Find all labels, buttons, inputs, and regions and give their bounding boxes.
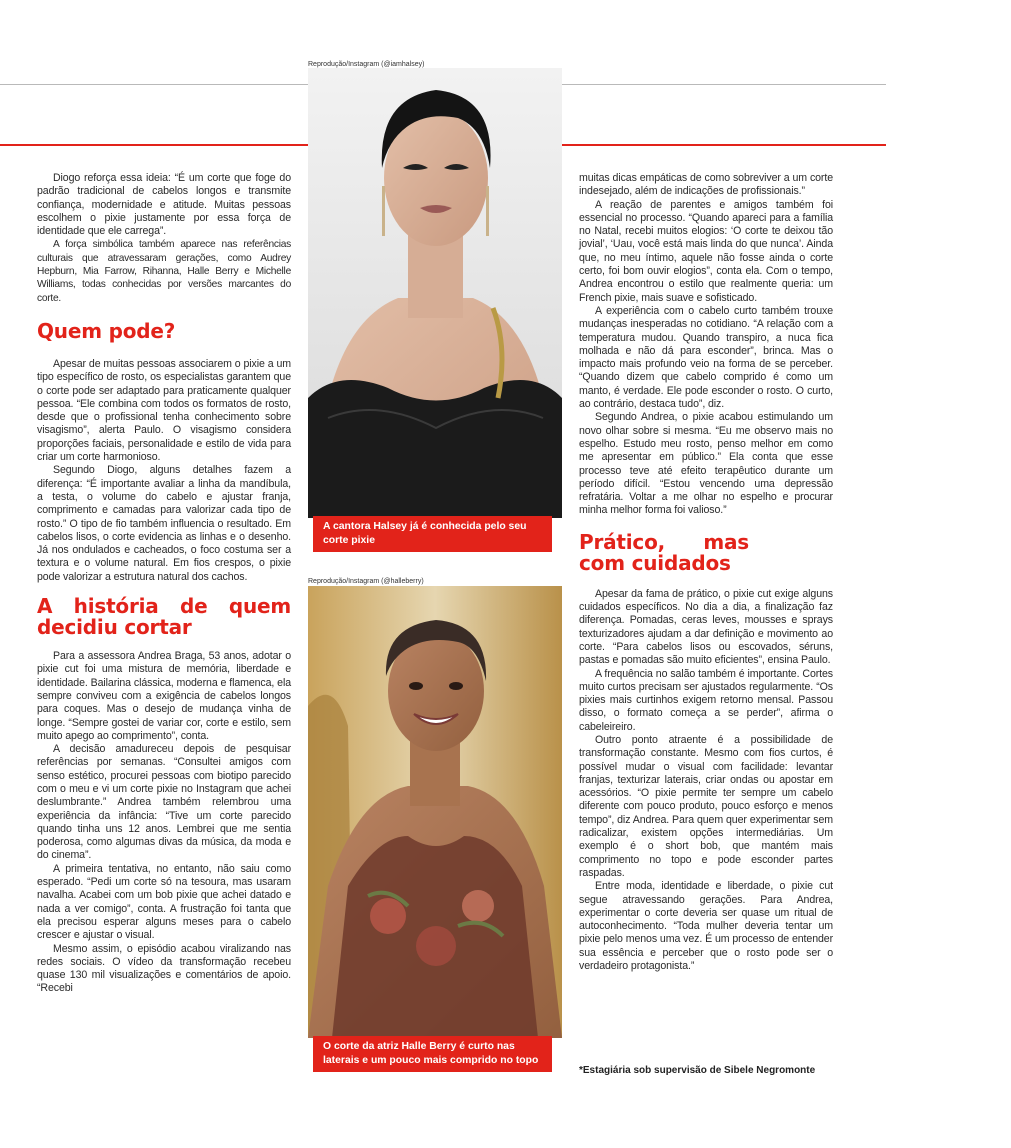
section-heading-quem-pode: Quem pode? [37,318,176,343]
section-heading-pratico: Prático, mas com cuidados [579,529,749,575]
paragraph: Segundo Andrea, o pixie acabou estimulando um novo olhar sobre si mesma. “Eu me observo mais no espelho. Estudo meu rosto, penso melhor em como me apresentar em público.” Ela conta que esse processo teve até efeito terapêutico durante um período difícil. “Estou vencendo uma depressão refratária. Voltar a me olhar no espelho e procurar minha melhor forma foi valioso.” [579,411,833,517]
paragraph: A experiência com o cabelo curto também trouxe mudanças inesperadas no cotidiano. “A relação com a temperatura mudou. Quando transpiro, a nuca fica molhada e não dá para esconder”, brinca. Mas o impacto mais profundo veio na forma de se perceber. “Quando dizem que cabelo comprido é como um manto, é verdade. Ele pode esconder o rosto. O curto, ao contrário, destaca tudo”, diz. [579,304,833,411]
paragraph: Apesar de muitas pessoas associarem o pixie a um tipo específico de rosto, os especialistas garantem que o corte pode ser adaptado para praticamente qualquer pessoa. “Ele combina com todos os formatos de rosto, desde que o profissional tenha conhecimento sobre visagismo”, alerta Paulo. O visagismo considera proporções faciais, personalidade e estilo de vida para criar um corte harmonioso. [37,357,291,464]
halle-berry-illustration [308,586,562,1038]
photo-halle-berry [308,586,562,1038]
paragraph: Para a assessora Andrea Braga, 53 anos, adotar o pixie cut foi uma mistura de memória, liberdade e identidade. Bailarina clássica, moderna e flamenca, ela sempre conviveu com a exigência de cabelos longos para coques. Mas o desejo de mudança vinha de longe. “Sempre gostei de variar cor, corte e estilo, sem muito apego ao comprimento”, conta. [37,650,291,742]
left-column [37,172,291,996]
paragraph: A decisão amadureceu depois de pesquisar referências por semanas. “Consultei amigos com senso estético, procurei pessoas com biotipo parecido com o meu e vi um corte pixie no Instagram que achei deslumbrante.” Andrea também relembrou uma experiência da infância: “Tive um corte parecido quando tinha uns 12 anos. Lembrei que me sentia poderosa, como algumas divas da música, da moda e do cinema”. [37,743,291,862]
paragraph: muitas dicas empáticas de como sobreviver a um corte indesejado, além de indicações de profissionais.” [579,172,833,198]
halsey-illustration [308,68,562,518]
right-column [579,172,833,973]
paragraph: Entre moda, identidade e liberdade, o pixie cut segue atravessando gerações. Para Andrea, experimentar o corte deveria ser quase um ritual de autoconhecimento. “Toda mulher deveria tentar um pixie pelo menos uma vez. É um processo de entender sua essência e perceber que o rosto pode ser o verdadeiro protagonista.” [579,880,833,973]
paragraph: A reação de parentes e amigos também foi essencial no processo. “Quando apareci para a família no Natal, recebi muitos elogios: ‘O corte te deixou tão jovial’, ‘Uau, você está mais linda do que nunca’. Ainda que, no meu íntimo, aquele não fosse ainda o corte certo, foi bom ouvir elogios”, conta ela. Com o tempo, Andrea encontrou o estilo que realmente queria: um French pixie, mais suave e sofisticado. [579,198,833,304]
section-heading-historia: A história de quem decidiu cortar [37,594,291,640]
paragraph: A força simbólica também aparece nas referências culturais que atravessaram gerações, como Audrey Hepburn, Mia Farrow, Rihanna, Halle Berry e Michelle Williams, todas conhecidas por versões marcantes do corte. [37,239,291,304]
paragraph: Outro ponto atraente é a possibilidade de transformação constante. Mesmo com fios curtos, é possível mudar o visual com facilidade: levantar franjas, texturizar laterais, criar ondas ou apostar em acessórios. “O pixie permite ter sempre um cabelo diferente com pouco produto, pouco esforço e menos tempo”, diz Andrea. Para quem quer experimentar sem radicalizar, existem opções intermediárias. Um exemplo é o short bob, que mantém mais comprimento no topo e pode esconder partes raspadas. [579,733,833,879]
caption-bottom: O corte da atriz Halle Berry é curto nas laterais e um pouco mais comprido no topo [313,1036,552,1072]
paragraph: A primeira tentativa, no entanto, não saiu como esperado. “Pedi um corte só na tesoura, mas usaram navalha. Acabei com um bob pixie que achei datado e nada a ver comigo”, conta. A frustração foi tanta que ela precisou esperar alguns meses para o cabelo crescer e ajustar o visual. [37,862,291,942]
photo-halsey [308,68,562,518]
caption-top: A cantora Halsey já é conhecida pelo seu corte pixie [313,516,552,552]
footnote: *Estagiária sob supervisão de Sibele Negromonte [579,1065,816,1076]
paragraph: A frequência no salão também é importante. Cortes muito curtos precisam ser ajustados regularmente. “Os pixies mais curtinhos exigem retorno mensal. Passou disso, o formato começa a se perder”, afirma o cabeleireiro. [579,667,833,733]
photo-credit-top: Reprodução/Instagram (@iamhalsey) [308,61,425,68]
photo-credit-bottom: Reprodução/Instagram (@halleberry) [308,578,424,585]
paragraph: Apesar da fama de prático, o pixie cut exige alguns cuidados específicos. No dia a dia, a finalização faz diferença. Pomadas, ceras leves, mousses e sprays texturizadores ajudam a dar definição e movimento ao corte. “Para cabelos lisos ou escovados, séruns, pastas e pomadas são muito eficientes”, ensina Paulo. [579,587,833,667]
paragraph: Diogo reforça essa ideia: “É um corte que foge do padrão tradicional de cabelos longos e transmite confiança, modernidade e atitude. Muitas pessoas escolhem o pixie justamente por essa força de identidade que ele carrega”. [37,172,291,238]
paragraph: Segundo Diogo, alguns detalhes fazem a diferença: “É importante avaliar a linha da mandíbula, a testa, o volume do cabelo e ajustar franja, comprimento e camadas para valorizar cada tipo de rosto.” O tipo de fio também influencia o resultado. Em cabelos lisos, o corte evidencia as linhas e o desenho. Já nos ondulados e cacheados, o foco costuma ser a textura e o volume natural. Em fios crespos, o pixie pode valorizar a estrutura natural dos cachos. [37,464,291,583]
paragraph: Mesmo assim, o episódio acabou viralizando nas redes sociais. O vídeo da transformação recebeu quase 130 mil visualizações e comentários de apoio. “Recebi [37,942,291,995]
